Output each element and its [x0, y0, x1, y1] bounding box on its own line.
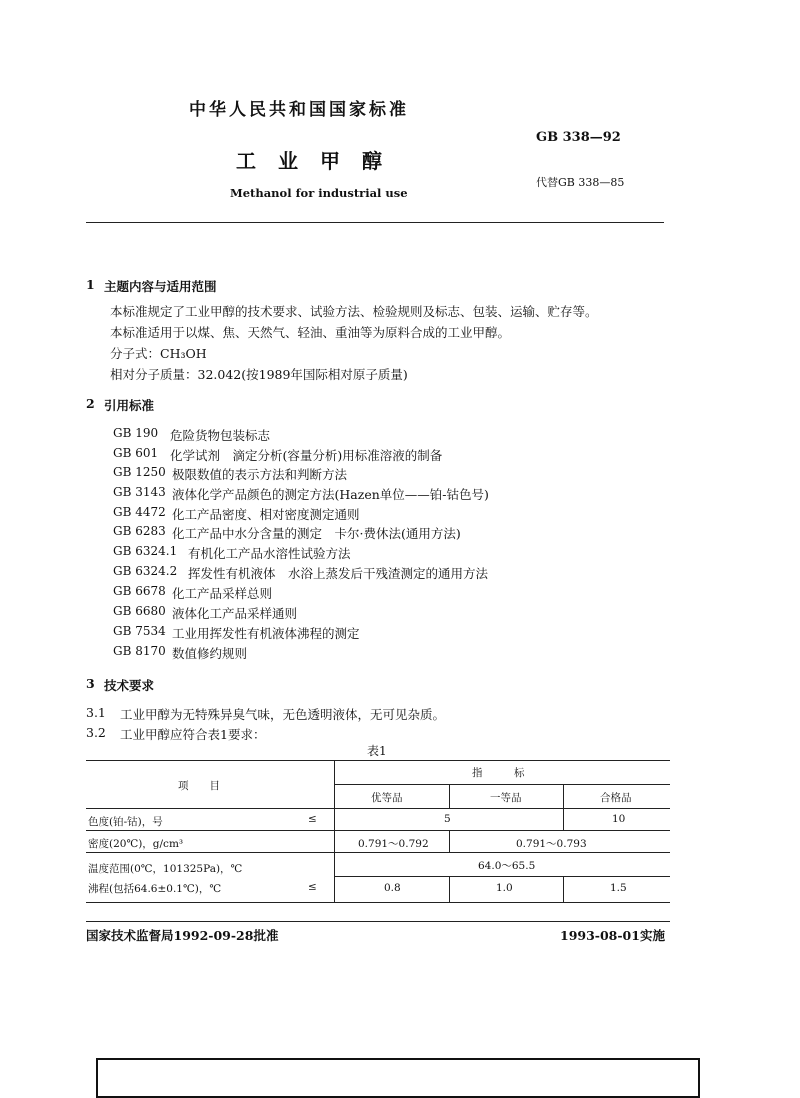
section-1-line: 本标准适用于以煤、焦、天然气、轻油、重油等为原料合成的工业甲醇。	[110, 325, 511, 340]
reference-title: 化学试剂 滴定分析(容量分析)用标准溶液的制备	[170, 448, 443, 463]
section-3-heading: 技术要求	[104, 678, 155, 693]
row-item: 密度(20℃)，g/cm³	[88, 838, 184, 850]
section-3-number: 3	[86, 676, 95, 691]
table-rule	[334, 876, 670, 877]
table-rule	[563, 876, 564, 902]
reference-code: GB 6680	[113, 604, 166, 618]
cell-value: 5	[444, 813, 451, 825]
table-rule	[86, 830, 670, 831]
effective-date: 1993-08-01实施	[560, 928, 665, 943]
reference-code: GB 8170	[113, 644, 166, 658]
row-item: 温度范围(0℃，101325Pa)，℃	[88, 863, 243, 875]
reference-title: 极限数值的表示方法和判断方法	[172, 467, 348, 482]
reference-code: GB 601	[113, 446, 159, 460]
approval-date: 国家技术监督局1992-09-28批准	[86, 928, 279, 943]
col-header-item: 项 目	[178, 780, 220, 792]
reference-title: 化工产品采样总则	[172, 586, 273, 601]
cell-value: 1.5	[610, 882, 627, 894]
table-rule	[449, 876, 450, 902]
cell-value: 0.791～0.792	[358, 838, 429, 850]
section-1-number: 1	[86, 277, 95, 292]
table-rule	[86, 760, 670, 761]
table-rule	[334, 784, 670, 785]
molecular-formula: 分子式：CH₃OH	[110, 346, 207, 361]
clause-number: 3.2	[86, 725, 106, 740]
col-header-grade: 合格品	[600, 792, 632, 804]
table-rule	[86, 808, 670, 809]
reference-code: GB 4472	[113, 505, 166, 519]
clause-text: 工业甲醇为无特殊异臭气味，无色透明液体，无可见杂质。	[120, 707, 446, 722]
reference-code: GB 6324.2	[113, 564, 178, 578]
section-1-heading: 主题内容与适用范围	[104, 279, 217, 294]
cell-value: 1.0	[496, 882, 513, 894]
bottom-frame	[96, 1058, 700, 1098]
cell-value: 0.791～0.793	[516, 838, 587, 850]
table-rule	[334, 760, 335, 902]
row-item: 沸程(包括64.6±0.1℃)，℃	[88, 883, 222, 895]
reference-title: 危险货物包装标志	[170, 428, 271, 443]
section-2-number: 2	[86, 396, 95, 411]
reference-code: GB 6678	[113, 584, 166, 598]
reference-code: GB 6324.1	[113, 544, 178, 558]
standard-number: GB 338—92	[536, 130, 621, 145]
footer-divider	[86, 921, 670, 922]
reference-code: GB 7534	[113, 624, 166, 638]
reference-title: 液体化学产品颜色的测定方法(Hazen单位——铂-钴色号)	[172, 487, 489, 502]
cell-value: 0.8	[384, 882, 401, 894]
clause-number: 3.1	[86, 705, 106, 720]
reference-code: GB 3143	[113, 485, 166, 499]
table-rule	[563, 784, 564, 830]
row-operator: ≤	[308, 881, 317, 893]
reference-title: 数值修约规则	[172, 646, 248, 661]
col-header-grade: 一等品	[490, 792, 522, 804]
row-operator: ≤	[308, 813, 317, 825]
reference-title: 工业用挥发性有机液体沸程的测定	[172, 626, 360, 641]
reference-code: GB 6283	[113, 524, 166, 538]
national-standard-heading: 中华人民共和国国家标准	[189, 100, 409, 120]
reference-code: GB 1250	[113, 465, 166, 479]
clause-text: 工业甲醇应符合表1要求：	[120, 727, 266, 742]
table-caption: 表1	[367, 744, 387, 758]
header-divider	[86, 222, 664, 223]
reference-title: 有机化工产品水溶性试验方法	[188, 546, 351, 561]
replaces-standard: 代替GB 338—85	[536, 176, 625, 189]
table-rule	[449, 784, 450, 808]
document-title-en: Methanol for industrial use	[230, 186, 408, 200]
requirements-table	[86, 760, 670, 908]
table-rule	[86, 852, 670, 853]
section-1-line: 本标准规定了工业甲醇的技术要求、试验方法、检验规则及标志、包装、运输、贮存等。	[110, 304, 598, 319]
molecular-mass: 相对分子质量：32.042(按1989年国际相对原子质量)	[110, 367, 408, 382]
cell-value: 64.0～65.5	[478, 860, 536, 872]
reference-code: GB 190	[113, 426, 159, 440]
section-2-heading: 引用标准	[104, 398, 155, 413]
document-title-cn: 工业甲醇	[236, 149, 404, 173]
col-header-grade: 优等品	[371, 792, 403, 804]
row-item: 色度(铂-钴)，号	[88, 816, 163, 828]
table-rule	[449, 830, 450, 852]
col-header-indicator: 指 标	[472, 767, 525, 779]
reference-title: 液体化工产品采样通则	[172, 606, 298, 621]
reference-title: 化工产品密度、相对密度测定通则	[172, 507, 360, 522]
reference-title: 化工产品中水分含量的测定 卡尔·费休法(通用方法)	[172, 526, 461, 541]
cell-value: 10	[612, 813, 626, 825]
table-rule	[86, 902, 670, 903]
reference-title: 挥发性有机液体 水浴上蒸发后干残渣测定的通用方法	[188, 566, 489, 581]
